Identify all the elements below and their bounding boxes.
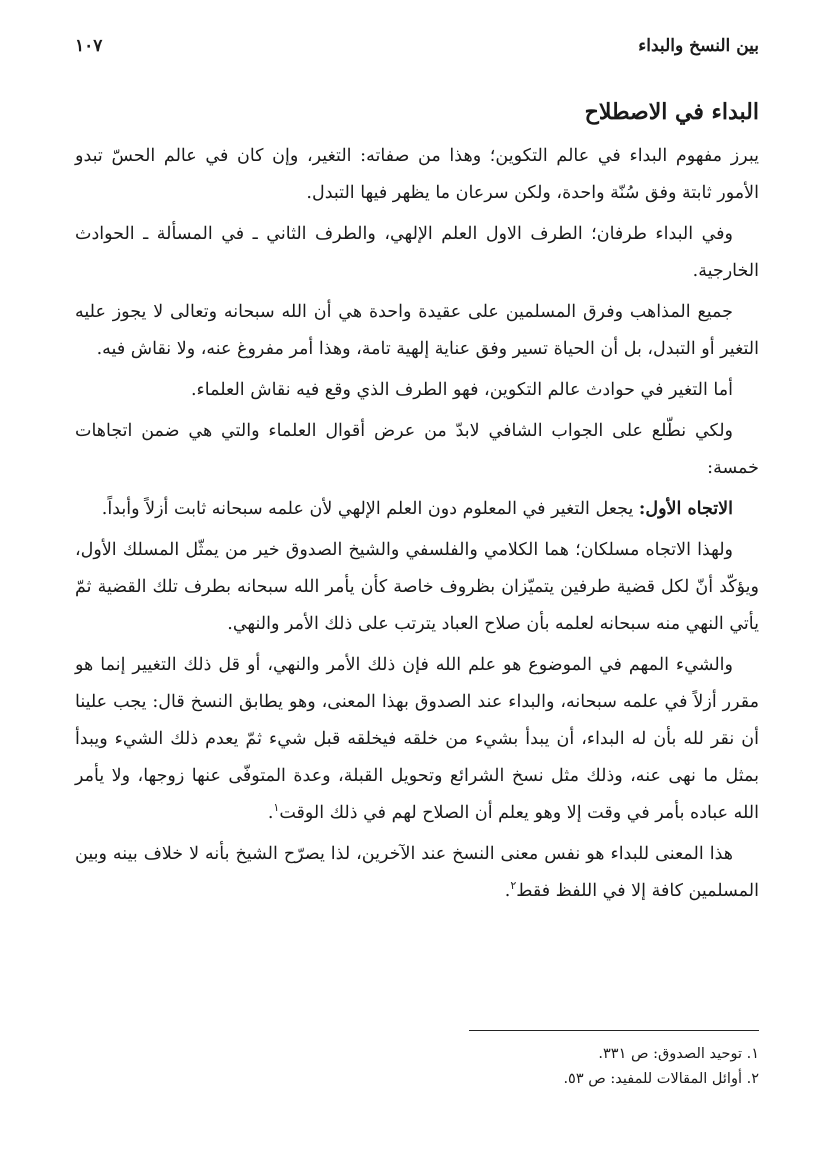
footnotes [75, 1042, 759, 1092]
paragraph-9: هذا المعنى للبداء هو نفس معنى النسخ عند الآخرين، لذا يصرّح الشيخ بأنه لا خلاف بينه وبين المسلمين كافة إلا في اللفظ فقط$^٢$. [75, 844, 759, 901]
footnote-divider [469, 1030, 759, 1031]
approach-one-text: يجعل التغير في المعلوم دون العلم الإلهي لأن علمه سبحانه ثابت أزلاً وأبداً. [101, 499, 639, 519]
approach-one-label: الاتجاه الأول: [638, 499, 733, 519]
footnote-1: ١. توحيد الصدوق: ص ٣٣١. [598, 1046, 759, 1062]
footnote-ref-2[interactable]: ٢ [510, 879, 517, 893]
paragraph-9-text: هذا المعنى للبداء هو نفس معنى النسخ عند الآخرين، لذا يصرّح الشيخ بأنه لا خلاف بينه وبين المسلمين كافة إلا في اللفظ فقط [75, 844, 759, 901]
paragraph-2: وفي البداء طرفان؛ الطرف الاول العلم الإلهي، والطرف الثاني ـ في المسألة ـ الحوادث الخارجية. [75, 224, 759, 281]
paragraph-5: ولكي نطّلع على الجواب الشافي لابدّ من عرض أقوال العلماء والتي هي ضمن اتجاهات خمسة: [75, 421, 759, 478]
page-number: ١٠٧ [75, 36, 103, 56]
section-title: البداء في الاصطلاح [584, 99, 759, 125]
paragraph-6 [75, 491, 759, 528]
page-content [75, 92, 759, 914]
footnote-ref-1[interactable]: ١ [273, 801, 280, 815]
paragraph-7: ولهذا الاتجاه مسلكان؛ هما الكلامي والفلسفي والشيخ الصدوق خير من يمثّل المسلك الأول، ويؤكّد أنّ لكل قضية طرفين يتميّزان بظروف خاصة كأن يأمر الله سبحانه بطرف تلك القضية ثمّ يأتي النهي منه سبحانه لعلمه بأن صلاح العباد يترتب على ذلك الأمر والنهي. [75, 540, 759, 634]
paragraph-1: يبرز مفهوم البداء في عالم التكوين؛ وهذا من صفاته: التغير، وإن كان في عالم الحسّ تبدو الأمور ثابتة وفق سُنّة واحدة، ولكن سرعان ما يظهر فيها التبدل. [75, 146, 759, 203]
paragraph-8: والشيء المهم في الموضوع هو علم الله فإن ذلك الأمر والنهي، أو قل ذلك التغيير إنما هو مقرر أزلاً في علمه سبحانه، والبداء عند الصدوق بهذا المعنى، وهو يطابق النسخ قال: يجب علينا أن نقر لله بأن له البداء، أن يبدأ بشيء من خلقه فيخلقه قبل شيء ثمّ يعدم ذلك الشيء ويبدأ بمثل ما نهى عنه، وذلك مثل نسخ الشرائع وتحويل القبلة، وعدة المتوفّى عنها زوجها، ولا يأمر الله عباده بأمر في وقت إلا وهو يعلم أن الصلاح لهم في ذلك الوقت$^١$. [75, 655, 759, 823]
running-title: بين النسخ والبداء [638, 36, 759, 56]
paragraph-3: جميع المذاهب وفرق المسلمين على عقيدة واحدة هي أن الله سبحانه وتعالى لا يجوز عليه التغير أو التبدل، بل أن الحياة تسير وفق عناية إلهية تامة، وهذا أمر مفروغ عنه، ولا نقاش فيه. [75, 302, 759, 359]
paragraph-4: أما التغير في حوادث عالم التكوين، فهو الطرف الذي وقع فيه نقاش العلماء. [190, 380, 733, 400]
running-header [75, 32, 759, 60]
paragraph-8-text: والشيء المهم في الموضوع هو علم الله فإن ذلك الأمر والنهي، أو قل ذلك التغيير إنما هو مقرر أزلاً في علمه سبحانه، والبداء عند الصدوق بهذا المعنى، وهو يطابق النسخ قال: يجب علينا أن نقر لله بأن له البداء، أن يبدأ بشيء من خلقه فيخلقه قبل شيء ثمّ يعدم ذلك الشيء ويبدأ بمثل ما نهى عنه، وذلك مثل نسخ الشرائع وتحويل القبلة، وعدة المتوفّى عنها زوجها، ولا يأمر الله عباده بأمر في وقت إلا وهو يعلم أن الصلاح لهم في ذلك الوقت [75, 655, 759, 823]
footnote-2: ٢. أوائل المقالات للمفيد: ص ٥٣. [563, 1071, 759, 1087]
